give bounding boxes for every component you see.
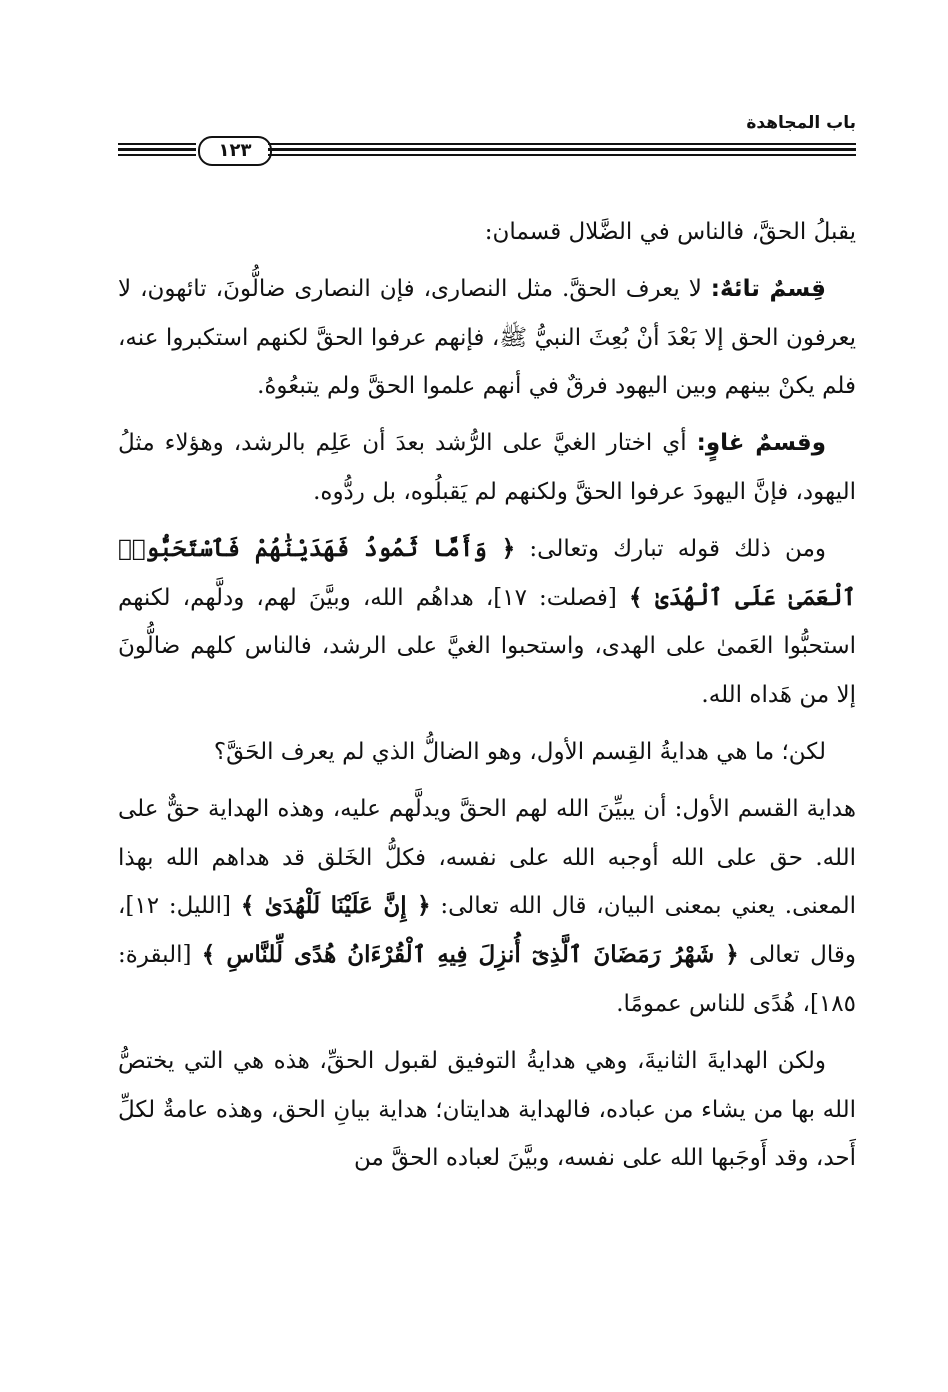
page-number: ١٢٣ — [198, 136, 272, 166]
paragraph-thamud-text: [فصلت: ١٧]، هداهُم الله، وبيَّنَ لهم، ودلَّهم، لكنهم استحبُّوا العَمىٰ على الهدى، واستحبوا الغيَّ على الرشد، فالناس كلهم ضالُّونَ إلا من هَداه الله. — [118, 584, 856, 709]
page-header — [118, 112, 856, 172]
paragraph-first-guidance — [118, 785, 856, 1029]
header-rule-left — [118, 142, 196, 156]
quran-verse-fussilat: ﴿ وَأَمَّا ثَمُودُ فَهَدَيْنَٰهُمْ فَٱسْتَحَبُّوا۟ ٱلْعَمَىٰ عَلَى ٱلْهُدَىٰ ﴾ — [118, 534, 856, 611]
paragraph-second-guidance-text: ولكن الهدايةَ الثانيةَ، وهي هدايةُ التوفيق لقبول الحقِّ، هذه هي التي يختصُّ الله بها من يشاء من عباده، فالهداية هدايتان؛ هداية بيانِ الحق، وهذه عامةٌ لكلِّ أَحد، وقد أَوجَبها الله على نفسه، وبيَّنَ لعباده الحقَّ من — [118, 1047, 856, 1172]
paragraph-astray-group — [118, 419, 856, 517]
term-astray-group: وقسمٌ غاوٍ: — [696, 430, 826, 457]
header-rule-right — [268, 142, 856, 156]
paragraph-question — [118, 728, 856, 777]
paragraph-intro-text: يقبلُ الحقَّ، فالناس في الضَّلال قسمان: — [484, 219, 856, 245]
paragraph-intro — [118, 208, 856, 257]
chapter-title: باب المجاهدة — [746, 113, 856, 133]
paragraph-first-guidance-lead: هداية القسم الأول: أن يبيِّنَ الله لهم الحقَّ ويدلَّهم عليه، وهذه الهداية حقٌّ على الله. حق على الله أوجبه الله على نفسه، فكلُّ الخَلق قد هداهم الله بهذا المعنى. يعني بمعنى البيان، قال الله تعالى: — [118, 795, 856, 920]
quran-verse-baqarah: ﴿ شَهْرُ رَمَضَانَ ٱلَّذِىٓ أُنزِلَ فِيهِ ٱلْقُرْءَانُ هُدًى لِّلنَّاسِ ﴾ — [201, 941, 739, 969]
paragraph-second-guidance — [118, 1037, 856, 1183]
quran-verse-layl: ﴿ إِنَّ عَلَيْنَا لَلْهُدَىٰ ﴾ — [240, 892, 431, 920]
paragraph-first-guidance-end: [البقرة: ١٨٥]، هُدًى للناس عمومًا. — [118, 942, 856, 1017]
term-lost-group: قِسمٌ تائهٌ: — [710, 275, 826, 302]
paragraph-first-guidance-mid: [الليل: ١٢]، وقال تعالى — [118, 893, 856, 969]
paragraph-lost-group — [118, 265, 856, 411]
paragraph-thamud — [118, 525, 856, 720]
paragraph-thamud-lead: ومن ذلك قوله تبارك وتعالى: — [515, 535, 826, 562]
paragraph-astray-group-text: أي اختار الغيَّ على الرُّشد بعدَ أن عَلِم بالرشد، وهؤلاء مثلُ اليهود، فإنَّ اليهودَ عرفوا الحقَّ ولكنهم لم يَقبلُوه، بل ردُّوه. — [118, 430, 856, 505]
paragraph-lost-group-text: لا يعرف الحقَّ. مثل النصارى، فإن النصارى ضالُّونَ، تائهون، لا يعرفون الحق إلا بَعْدَ أنْ بُعِثَ النبيُّ ﷺ، فإنهم عرفوا الحقَّ لكنهم استكبروا عنه، فلم يكنْ بينهم وبين اليهود فرقٌ في أنهم علموا الحقَّ ولم يتبعُوهُ. — [118, 275, 856, 400]
paragraph-question-text: لكن؛ ما هي هدايةُ القِسم الأول، وهو الضالُّ الذي لم يعرف الحَقَّ؟ — [213, 738, 826, 765]
page-body — [118, 208, 856, 1183]
